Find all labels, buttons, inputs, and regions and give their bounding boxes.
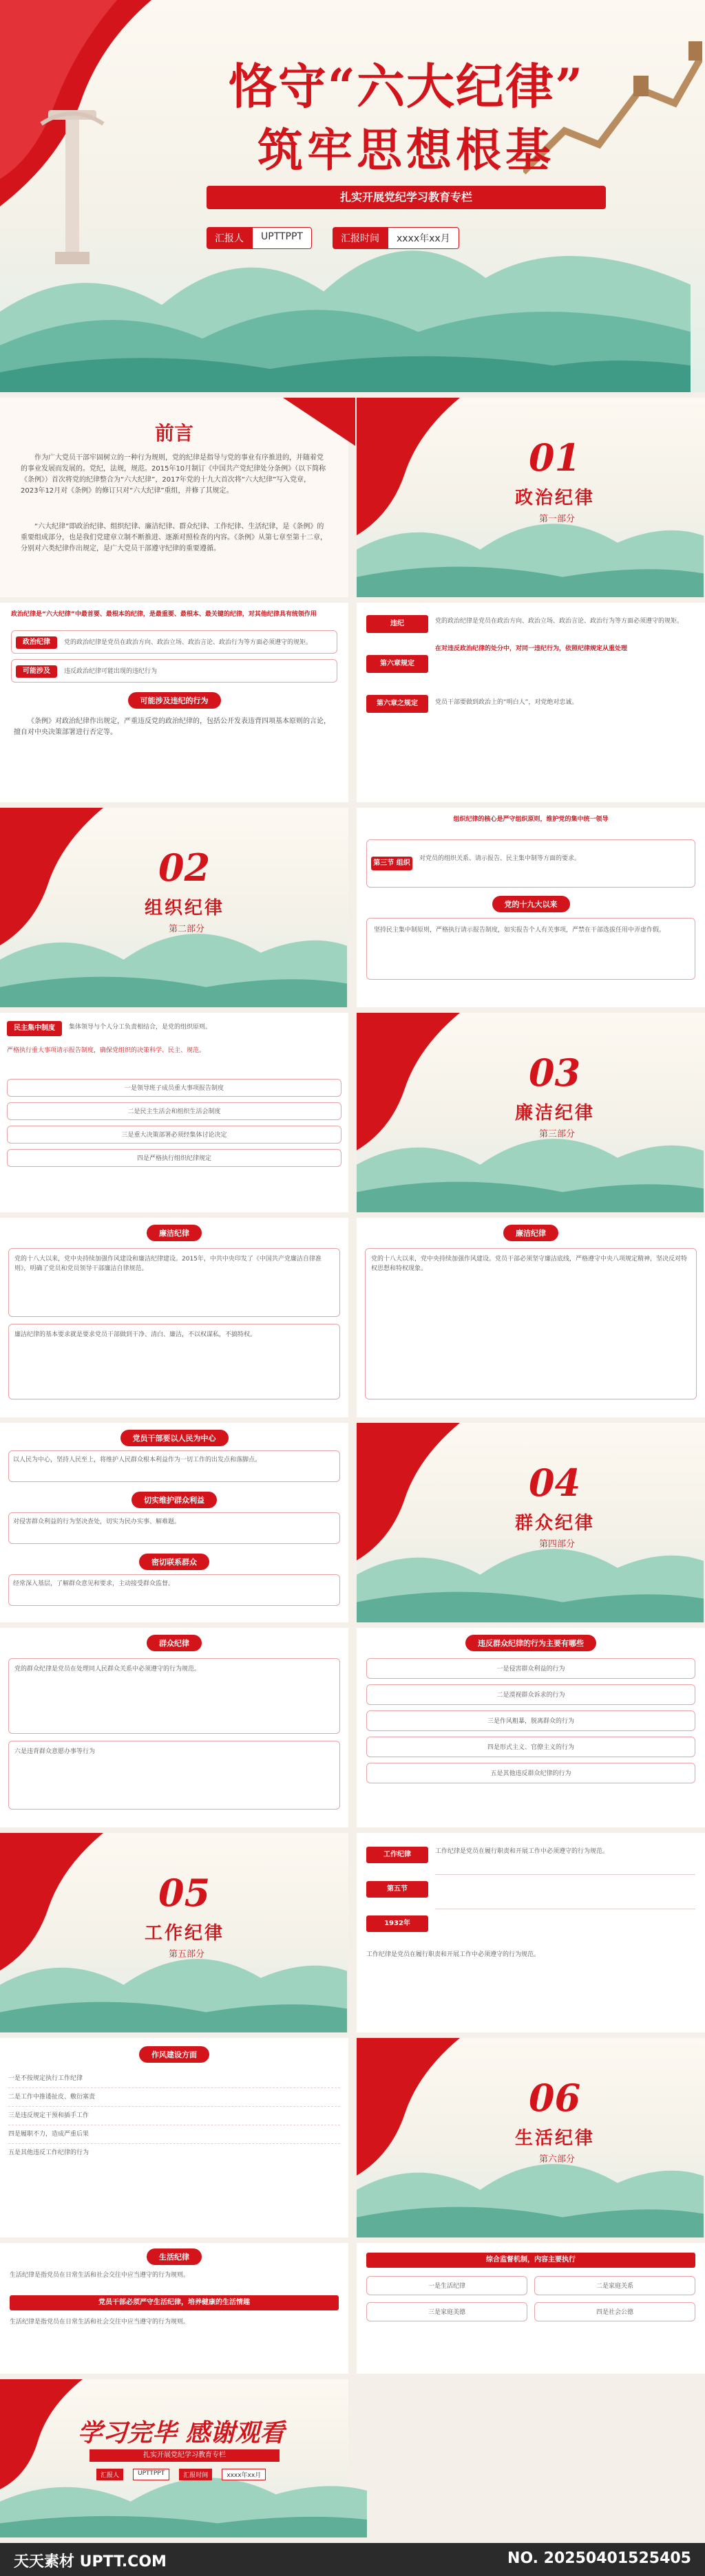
life-right-head: 综合监督机制，内容主要执行 (366, 2253, 695, 2268)
footer-brand: 天天素材 UPTT.COM (14, 2553, 167, 2570)
honest-right-title: 廉洁纪律 (503, 1225, 558, 1241)
mass2-list-item: 五是其他违反群众纪律的行为 (366, 1763, 695, 1783)
mass2-tag-wrap (0, 1635, 348, 1651)
mass-text3: 经常深入基层，了解群众意见和要求，主动接受群众监督。 (8, 1574, 340, 1606)
preface-slide (0, 398, 348, 597)
section-part: 第三部分 (539, 1129, 576, 1139)
ending-subtitle: 扎实开展党纪学习教育专栏 (90, 2449, 280, 2462)
section-05-slide (0, 1833, 348, 2032)
time-label: 汇报时间 (333, 227, 388, 249)
mass2-note: 六是违背群众意愿办事等行为 (8, 1741, 340, 1810)
political-right-tag3: 第六章之规定 (366, 695, 428, 713)
work-tag: 第五节 (366, 1881, 428, 1898)
democratic-list-item: 一是领导班子成员重大事项报告制度 (7, 1079, 341, 1097)
life-cell: 一是生活纪律 (366, 2276, 527, 2295)
section-01-slide (357, 398, 705, 597)
mass2-title-wrap (357, 1635, 705, 1651)
section-name: 政治纪律 (515, 488, 596, 508)
cover-title-line1: 恪守“六大纪律” (228, 58, 585, 115)
democratic-slide (0, 1013, 348, 1212)
mass2-tag: 群众纪律 (147, 1635, 202, 1651)
cover-slide (0, 0, 705, 392)
section-name: 廉洁纪律 (515, 1103, 596, 1124)
org-tag: 党的十九大以来 (492, 896, 570, 912)
democratic-text2: 严格执行重大事项请示报告制度，确保党组织的决策科学、民主、规范。 (7, 1047, 206, 1054)
section-name: 生活纪律 (515, 2128, 596, 2149)
work-bullet-item: 五是其他违反工作纪律的行为 (8, 2149, 90, 2156)
life-sub: 党员干部必须严守生活纪律，培养健康的生活情趣 (10, 2295, 339, 2310)
reporter-value: UPTTPPT (252, 227, 312, 249)
section-02-slide (0, 808, 348, 1007)
political-tag1: 政治纪律 (16, 636, 57, 649)
honest-left-text: 党的十八大以来，党中央持续加强作风建设和廉洁纪律建设。2015年，中共中央印发了《中国共产党廉洁自律准则》，明确了党员和党员领导干部廉洁自律规范。 (8, 1248, 340, 1317)
row-preface (0, 398, 705, 597)
row-life (0, 2243, 705, 2374)
ending-reporter-label: 汇报人 (96, 2469, 123, 2480)
preface-para1: 作为广大党员干部牢固树立的一种行为规则，党的纪律是指导与党的事业有序推进的，并随着党的事业发展而发展的。党纪，法规，规范。2015年10月制订《中国共产党纪律处分条例》（以下简称《条例》）首次将党的纪律整合为“六大纪律”，2017年党的十九大首次将“六大纪律”写入党章，2023年12月对《条例》的修订只对“六大纪律”重组，并修了其规定。 (21, 454, 326, 495)
section-number: 04 (529, 1461, 581, 1505)
political-tag2: 可能涉及 (16, 665, 57, 678)
section-06-slide (357, 2038, 705, 2237)
political-right-note: 党员干部要做到政治上的“明白人”，对党绝对忠诚。 (435, 699, 578, 706)
section-part: 第四部分 (539, 1539, 576, 1549)
red-ribbon-decoration (0, 1833, 103, 1971)
huabiao-pillar-icon (34, 89, 110, 268)
ending-time-value: xxxx年xx月 (222, 2469, 266, 2480)
mass2-left-slide (0, 1628, 348, 1827)
political-right-tag2: 第六章规定 (366, 655, 428, 673)
political-right-title: 在对违反政治纪律的处分中，对同一违纪行为，依照纪律规定从重处理 (435, 645, 628, 652)
honest-left-title-wrap (0, 1225, 348, 1241)
row-political (0, 603, 705, 802)
mass2-list-item: 四是形式主义、官僚主义的行为 (366, 1737, 695, 1757)
life-right-slide (357, 2243, 705, 2374)
work-bullet-title: 作风建设方面 (139, 2046, 209, 2063)
life-cell: 三是家庭美德 (366, 2302, 527, 2321)
red-ribbon-decoration (357, 2038, 460, 2176)
work-list-slide (0, 2038, 348, 2237)
org-text: 对党员的组织关系、请示报告、民主集中制等方面的要求。 (419, 855, 581, 862)
section-part: 第一部分 (539, 514, 576, 524)
mass-head3-wrap (0, 1554, 348, 1570)
honest-right-text: 党的十八大以来，党中央持续加强作风建设。党员干部必须坚守廉洁底线，严格遵守中央八项规定精神，坚决反对特权思想和特权现象。 (365, 1248, 697, 1399)
work-bullet-item: 一是不按规定执行工作纪律 (8, 2070, 340, 2088)
honest-right-slide (357, 1218, 705, 1417)
life-text-repeat: 生活纪律是指党员在日常生活和社会交往中应当遵守的行为规则。 (10, 2319, 190, 2326)
section-03-slide (357, 1013, 705, 1212)
political-right-text1: 党的政治纪律是党员在政治方向、政治立场、政治言论、政治行为等方面必须遵守的规矩。 (435, 618, 684, 625)
work-bullet-item: 二是工作中推诿扯皮、敷衍塞责 (8, 2088, 340, 2107)
mass2-list (366, 1658, 695, 1783)
honest-left-text2: 廉洁纪律的基本要求就是要求党员干部做到干净、清白、廉洁，不以权谋私，不搞特权。 (8, 1324, 340, 1399)
life-left-slide (0, 2243, 348, 2374)
political-sub-title: 可能涉及违纪的行为 (128, 692, 221, 709)
red-ribbon-decoration (357, 1013, 460, 1150)
section-name: 工作纪律 (145, 1923, 225, 1944)
work-bullet-title-wrap (0, 2046, 348, 2063)
row-work (0, 1833, 705, 2032)
row-democratic (0, 1013, 705, 1212)
political-text1: 党的政治纪律是党员在政治方向、政治立场、政治言论、政治行为等方面必须遵守的规矩。 (64, 639, 313, 646)
mass-head2: 切实维护群众利益 (131, 1492, 217, 1508)
row-honest (0, 1218, 705, 1417)
org-box (366, 839, 695, 888)
life-cell: 二是家庭关系 (534, 2276, 695, 2295)
life-title: 生活纪律 (147, 2248, 202, 2265)
row-mass (0, 1423, 705, 1622)
political-sub-text: 《条例》对政治纪律作出规定，严重违反党的政治纪律的，包括公开发表违背四项基本原则的言论，擅自对中央决策部署进行否定等。 (14, 718, 330, 736)
red-ribbon-decoration (357, 1423, 460, 1560)
preface-title: 前言 (154, 422, 193, 444)
life-title-wrap (0, 2248, 348, 2265)
life-cell: 四是社会公德 (534, 2302, 695, 2321)
cover-meta (207, 227, 459, 249)
section-number: 06 (529, 2076, 581, 2120)
row-mass2 (0, 1628, 705, 1827)
mass-head1: 党员干部要以人民为中心 (120, 1430, 229, 1446)
ending-thumb (0, 2379, 348, 2537)
org-tag-box (366, 918, 695, 980)
democratic-list-item: 四是严格执行组织纪律规定 (7, 1149, 341, 1167)
life-text: 生活纪律是指党员在日常生活和社会交往中应当遵守的行为规则。 (10, 2272, 190, 2279)
democratic-tag: 民主集中制度 (7, 1021, 62, 1036)
preface-para2: “六大纪律”即政治纪律、组织纪律、廉洁纪律、群众纪律、工作纪律、生活纪律，是《条例》的重要组成部分，也是我们党建章立制不断推进、逐渐对照检查的内容。《条例》从第七章至第十二章，分别对六类纪律作出规定，是广大党员干部遵守纪律的重要遵循。 (21, 523, 327, 552)
section-name: 群众纪律 (515, 1513, 596, 1534)
mass-slide (0, 1423, 348, 1622)
ending-reporter-value: UPTTPPT (133, 2469, 169, 2480)
section-number: 01 (529, 436, 581, 480)
mass-text1: 以人民为中心，坚持人民至上，将维护人民群众根本利益作为一切工作的出发点和落脚点。 (8, 1450, 340, 1482)
mass2-list-item: 三是作风粗暴，脱离群众的行为 (366, 1710, 695, 1731)
org-sub: 第三节 组织纪律 (371, 857, 412, 870)
work-tag: 1932年 (366, 1915, 428, 1932)
ending-slide (0, 2379, 705, 2537)
political-sub-title-wrap (0, 692, 348, 709)
democratic-list-item: 二是民主生活会和组织生活会制度 (7, 1102, 341, 1120)
ending-time-label: 汇报时间 (179, 2469, 212, 2480)
political-left-slide (0, 603, 348, 802)
section-part: 第五部分 (169, 1949, 205, 1960)
political-intro: 政治纪律是“六大纪律”中最首要、最根本的纪律，是最重要、最根本、最关键的纪律，对其他纪律具有统领作用 (11, 611, 317, 618)
cover-subtitle: 扎实开展党纪学习教育专栏 (207, 186, 606, 209)
political-box2 (11, 659, 337, 683)
divider (435, 1874, 695, 1875)
org-title: 组织纪律的核心是严守组织原则，维护党的集中统一领导 (453, 816, 609, 823)
red-ribbon-decoration (357, 398, 460, 535)
section-part: 第二部分 (169, 924, 205, 934)
work-text: 工作纪律是党员在履行职责和开展工作中必须遵守的行为规范。 (435, 1848, 609, 1855)
democratic-list-item: 三是重大决策部署必须经集体讨论决定 (7, 1126, 341, 1144)
mass2-title: 违反群众纪律的行为主要有哪些 (465, 1635, 596, 1651)
work-tag: 工作纪律 (366, 1847, 428, 1863)
org-slide (357, 808, 705, 1007)
section-04-slide (357, 1423, 705, 1622)
honest-left-title: 廉洁纪律 (147, 1225, 202, 1241)
section-name: 组织纪律 (145, 898, 225, 919)
row-org (0, 808, 705, 1007)
mass-text2: 对侵害群众利益的行为坚决查处，切实为民办实事、解难题。 (8, 1512, 340, 1544)
work-note: 工作纪律是党员在履行职责和开展工作中必须遵守的行为规范。 (366, 1951, 540, 1958)
work-bullet-item: 三是违反规定干预和插手工作 (8, 2107, 340, 2125)
cover-title-line2: 筑牢思想根基 (257, 123, 555, 177)
political-right-tag1: 违纪 (366, 615, 428, 633)
ending-title: 学习完毕 感谢观看 (77, 2418, 285, 2447)
work-slide (357, 1833, 705, 2032)
political-right-slide (357, 603, 705, 802)
time-value: xxxx年xx月 (388, 227, 459, 249)
mass-head3: 密切联系群众 (139, 1554, 209, 1570)
mass2-list-item: 二是漠视群众诉求的行为 (366, 1684, 695, 1705)
watermark-footer (0, 2543, 705, 2576)
section-number: 05 (158, 1871, 211, 1915)
democratic-list (7, 1079, 341, 1167)
work-bullets (8, 2070, 340, 2162)
honest-right-title-wrap (357, 1225, 705, 1241)
mass-head1-wrap (0, 1430, 348, 1446)
section-part: 第六部分 (539, 2154, 576, 2165)
political-box1 (11, 630, 337, 654)
mass2-text: 党的群众纪律是党员在处理同人民群众关系中必须遵守的行为规范。 (8, 1658, 340, 1734)
democratic-text1: 集体领导与个人分工负责相结合，是党的组织原则。 (69, 1024, 212, 1031)
mass-head2-wrap (0, 1492, 348, 1508)
mass2-list-item: 一是侵害群众利益的行为 (366, 1658, 695, 1679)
mass2-right-slide (357, 1628, 705, 1827)
red-ribbon-decoration (0, 808, 103, 945)
org-tag-wrap (357, 896, 705, 912)
life-cells (366, 2276, 695, 2321)
ending-meta (96, 2469, 266, 2480)
political-text2: 违反政治纪律可能出现的违纪行为 (64, 668, 158, 675)
reporter-label: 汇报人 (207, 227, 252, 249)
org-tag-text: 坚持民主集中制原则，严格执行请示报告制度，如实报告个人有关事项，严禁在干部选拔任用中弄虚作假。 (374, 927, 666, 934)
section-number: 03 (529, 1051, 581, 1095)
footer-number: NO. 20250401525405 (507, 2550, 691, 2567)
honest-left-slide (0, 1218, 348, 1417)
section-number: 02 (158, 846, 211, 890)
work-bullet-item: 四是履职不力，造成严重后果 (8, 2125, 340, 2144)
row-work-list (0, 2038, 705, 2237)
